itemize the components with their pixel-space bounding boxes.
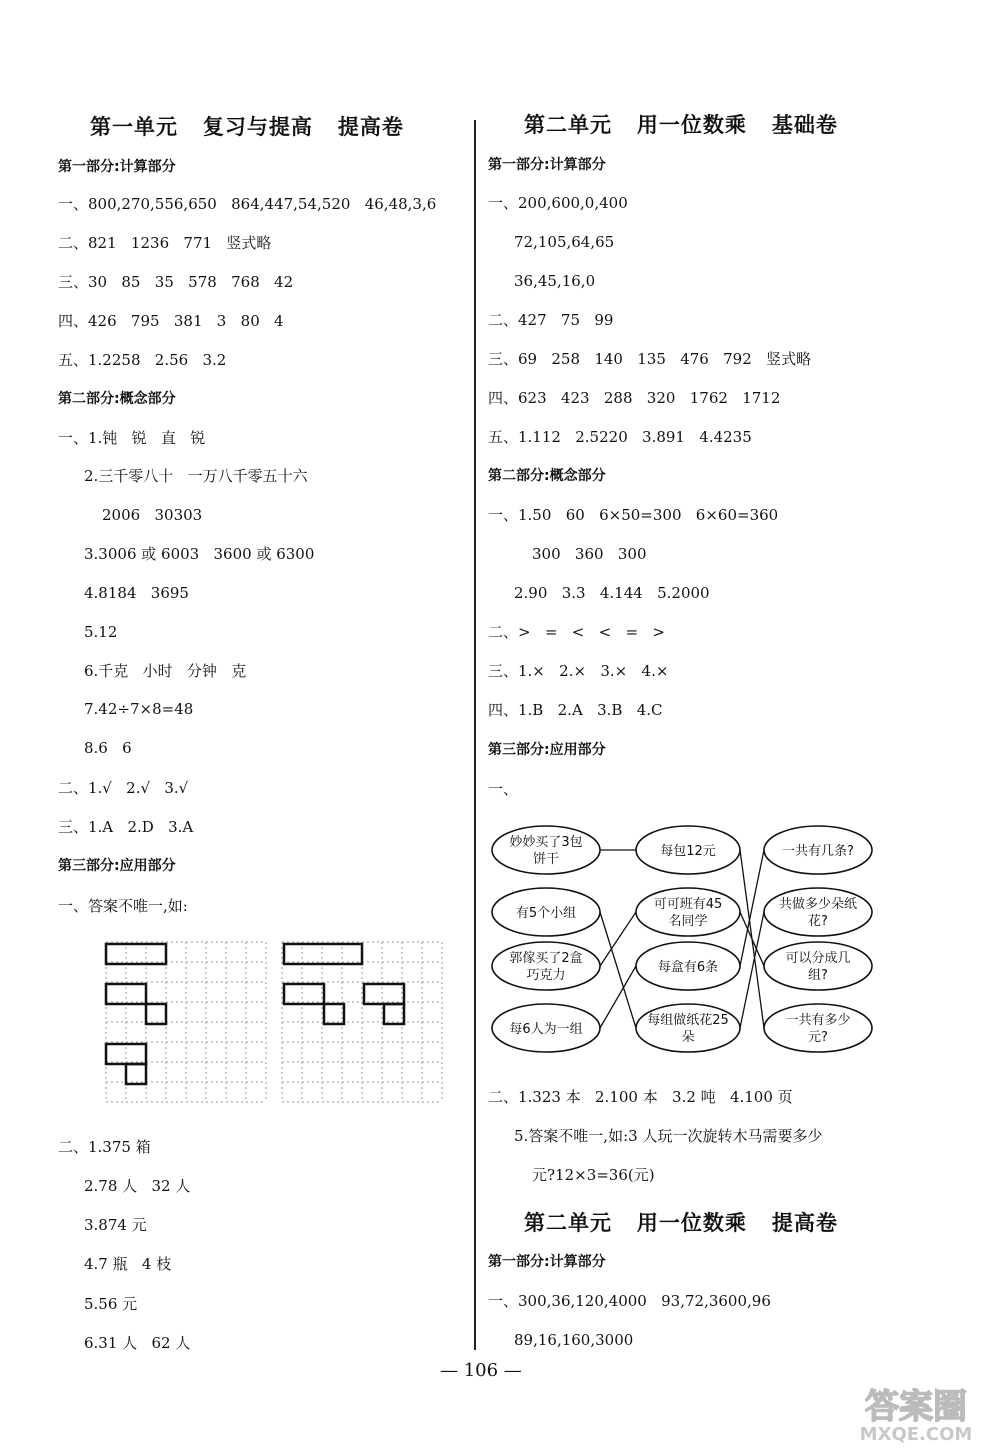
page-number: — 106 —	[440, 1360, 522, 1381]
diagram-label: 每盒有6条	[657, 960, 719, 975]
section-heading: 第二部分:概念部分	[488, 468, 606, 484]
answer-line: 二、1.375 箱	[58, 1138, 151, 1156]
section-heading: 第三部分:应用部分	[488, 742, 606, 758]
connector-lines	[600, 850, 764, 1028]
section-heading: 第三部分:应用部分	[58, 858, 176, 874]
answer-line: 三、30 85 35 578 768 42	[58, 273, 294, 291]
answer-line: 一、	[488, 780, 519, 798]
diagram-label: 巧克力	[526, 968, 566, 983]
answer-line: 五、1.2258 2.56 3.2	[58, 351, 227, 369]
answer-line: 二、821 1236 771 竖式略	[58, 234, 272, 252]
answer-line: 72,105,64,65	[514, 233, 615, 251]
answer-line: 8.6 6	[84, 739, 132, 757]
answer-line: 2006 30303	[102, 506, 203, 524]
answer-line: 二、1.√ 2.√ 3.√	[58, 779, 189, 797]
answer-line: 一、300,36,120,4000 93,72,3600,96	[488, 1292, 771, 1310]
answer-line: 二、> = < < = >	[488, 623, 665, 641]
answer-line: 7.42÷7×8=48	[84, 700, 194, 718]
diagram-label: 可可班有45	[653, 897, 723, 912]
diagram-label: 组?	[808, 968, 828, 983]
answer-line: 四、1.B 2.A 3.B 4.C	[488, 701, 663, 719]
answer-line: 6.千克 小时 分钟 克	[84, 662, 247, 680]
diagram-label: 饼干	[532, 852, 560, 867]
watermark-text: 答案圈	[865, 1387, 967, 1427]
answer-line: 5.12	[84, 623, 118, 641]
answer-line: 一、答案不唯一,如:	[58, 897, 188, 915]
answer-line: 2.三千零八十 一万八千零五十六	[84, 467, 308, 485]
diagram-label: 郭傢买了2盒	[509, 951, 583, 966]
answer-line: 5.56 元	[84, 1295, 138, 1313]
answer-line: 三、1.A 2.D 3.A	[58, 818, 194, 836]
answer-line: 四、426 795 381 3 80 4	[58, 312, 284, 330]
right-title-2: 第二单元 用一位数乘 提高卷	[524, 1211, 838, 1235]
left-title: 第一单元 复习与提高 提高卷	[90, 115, 404, 139]
diagram-label: 每组做纸花25	[647, 1013, 729, 1028]
diagram-label: 花?	[808, 914, 828, 929]
section-heading: 第一部分:计算部分	[488, 157, 606, 173]
answer-line: 2.78 人 32 人	[84, 1177, 191, 1195]
answer-line: 6.31 人 62 人	[84, 1334, 191, 1352]
diagram-label: 名同学	[668, 914, 708, 929]
answer-line: 二、1.323 本 2.100 本 3.2 吨 4.100 页	[488, 1088, 793, 1106]
answer-line: 3.874 元	[84, 1216, 147, 1234]
section-heading: 第一部分:计算部分	[58, 159, 176, 175]
answer-line: 一、1.钝 锐 直 锐	[58, 429, 206, 447]
answer-line: 89,16,160,3000	[514, 1331, 634, 1349]
right-title: 第二单元 用一位数乘 基础卷	[524, 113, 838, 137]
answer-line: 五、1.112 2.5220 3.891 4.4235	[488, 428, 752, 446]
answer-line: 元?12×3=36(元)	[532, 1166, 655, 1184]
diagram-label: 共做多少朵纸	[778, 897, 858, 912]
answer-line: 4.8184 3695	[84, 584, 189, 602]
diagram-label: 一共有多少	[785, 1013, 851, 1028]
diagram-label: 妙妙买了3包	[509, 835, 583, 850]
grid-left	[106, 942, 266, 1102]
answer-line: 一、800,270,556,650 864,447,54,520 46,48,3,6	[58, 195, 437, 213]
answer-line: 二、427 75 99	[488, 311, 614, 329]
answer-line: 3.3006 或 6003 3600 或 6300	[84, 545, 315, 563]
watermark-logo	[842, 1380, 990, 1446]
section-heading: 第二部分:概念部分	[58, 391, 176, 407]
answer-line: 一、200,600,0,400	[488, 194, 628, 212]
answer-line: 一、1.50 60 6×50=300 6×60=360	[488, 506, 779, 524]
answer-line: 300 360 300	[532, 545, 647, 563]
answer-line: 三、69 258 140 135 476 792 竖式略	[488, 350, 812, 368]
section-heading: 第一部分:计算部分	[488, 1254, 606, 1270]
diagram-label: 每包12元	[660, 844, 716, 859]
grid-shapes	[106, 944, 404, 1084]
diagram-label: 有5个小组	[515, 906, 577, 921]
grid-figure	[102, 938, 502, 1110]
answer-line: 5.答案不唯一,如:3 人玩一次旋转木马需要多少	[514, 1127, 823, 1145]
watermark-site: MXQE.COM	[859, 1424, 973, 1445]
matching-diagram	[488, 808, 888, 1084]
answer-line: 4.7 瓶 4 枝	[84, 1255, 172, 1273]
diagram-label: 元?	[808, 1030, 828, 1045]
answer-line: 36,45,16,0	[514, 272, 596, 290]
answer-line: 四、623 423 288 320 1762 1712	[488, 389, 781, 407]
diagram-label: 可以分成几	[785, 951, 851, 966]
diagram-label: 朵	[681, 1030, 695, 1045]
diagram-label: 一共有几条?	[782, 844, 854, 859]
grid-right	[282, 942, 442, 1102]
answer-line: 2.90 3.3 4.144 5.2000	[514, 584, 710, 602]
diagram-label: 每6人为一组	[509, 1022, 583, 1037]
answer-line: 三、1.× 2.× 3.× 4.×	[488, 662, 669, 680]
column-divider	[474, 120, 476, 1350]
